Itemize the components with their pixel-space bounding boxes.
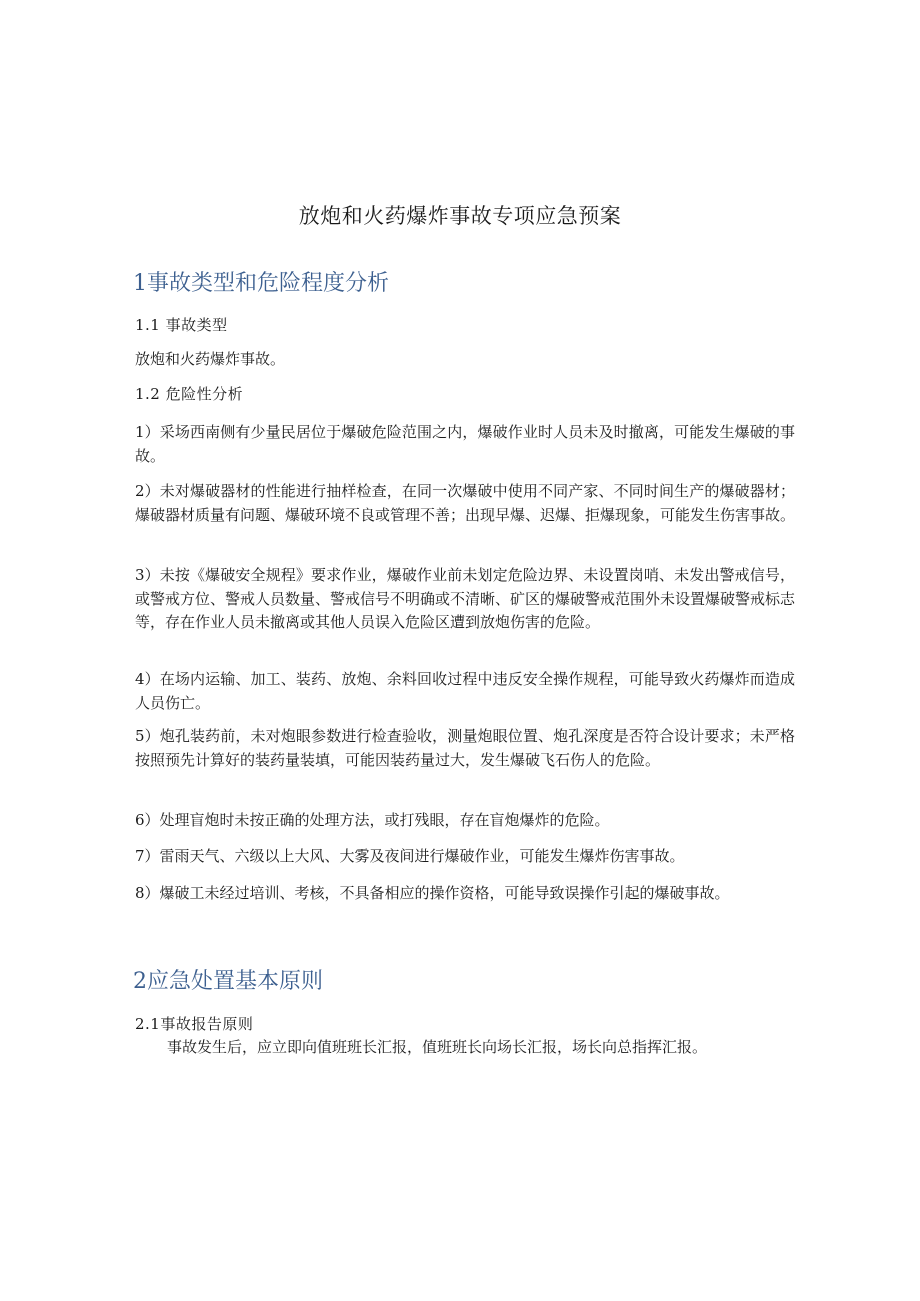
section-1-heading: 1事故类型和危险程度分析	[133, 271, 389, 296]
section-1-2-heading: 1.2 危险性分析	[135, 385, 244, 403]
section-2-1-text: 事故发生后，应立即向值班班长汇报，值班班长向场长汇报，场长向总指挥汇报。	[167, 1038, 708, 1056]
risk-item-1: 1）采场西南侧有少量民居位于爆破危险范围之内，爆破作业时人员未及时撤离，可能发生爆破的事故。	[135, 423, 795, 465]
risk-item-8: 8）爆破工未经过培训、考核，不具备相应的操作资格，可能导致误操作引起的爆破事故。	[135, 884, 730, 902]
section-2-heading: 2应急处置基本原则	[133, 969, 323, 994]
risk-item-5: 5）炮孔装药前，未对炮眼参数进行检查验收，测量炮眼位置、炮孔深度是否符合设计要求；未严格按照预先计算好的装药量装填，可能因装药量过大，发生爆破飞石伤人的危险。	[135, 727, 795, 769]
risk-item-2: 2）未对爆破器材的性能进行抽样检查，在同一次爆破中使用不同产家、不同时间生产的爆破器材；爆破器材质量有问题、爆破环境不良或管理不善；出现早爆、迟爆、拒爆现象，可能发生伤害事故。	[135, 482, 796, 524]
section-2-1-heading: 2.1事故报告原则	[135, 1015, 254, 1033]
risk-item-3: 3）未按《爆破安全规程》要求作业，爆破作业前未划定危险边界、未设置岗哨、未发出警戒信号，或警戒方位、警戒人员数量、警戒信号不明确或不清晰、矿区的爆破警戒范围外未设置爆破警戒标志等，存在作业人员未撤离或其他人员误入危险区遭到放炮伤害的危险。	[135, 566, 796, 631]
document-title: 放炮和火药爆炸事故专项应急预案	[298, 204, 622, 228]
risk-item-6: 6）处理盲炮时未按正确的处理方法，或打残眼，存在盲炮爆炸的危险。	[135, 811, 610, 829]
risk-item-4: 4）在场内运输、加工、装药、放炮、余料回收过程中违反安全操作规程，可能导致火药爆炸而造成人员伤亡。	[135, 670, 795, 712]
section-1-1-text: 放炮和火药爆炸事故。	[135, 350, 286, 368]
section-1-1-heading: 1.1 事故类型	[135, 316, 228, 334]
risk-item-7: 7）雷雨天气、六级以上大风、大雾及夜间进行爆破作业，可能发生爆炸伤害事故。	[135, 847, 685, 865]
